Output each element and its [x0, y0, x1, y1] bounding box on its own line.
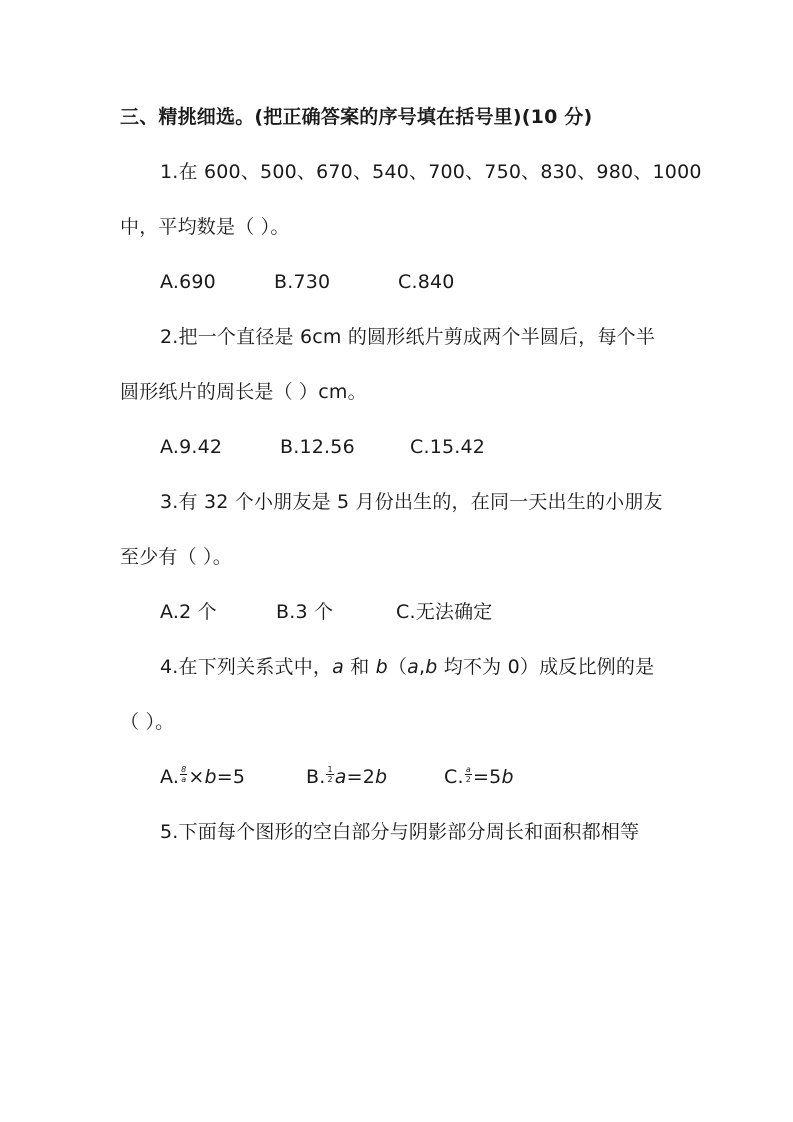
question-4-var-b: b [375, 656, 388, 678]
question-2-option-c: C.15.42 [410, 436, 486, 458]
question-4-var-a: a [332, 656, 344, 678]
question-4-option-a [160, 764, 245, 790]
question-5-line-1: 5.下面每个图形的空白部分与阴影部分周长和面积都相等 [160, 821, 640, 843]
question-4-var-a2: a [407, 656, 419, 678]
question-1-option-b: B.730 [274, 271, 331, 293]
question-3-line-2: 至少有（ ）。 [120, 546, 232, 568]
question-3-option-b: B.3 个 [276, 601, 334, 623]
option-a-prefix: A. [160, 766, 180, 788]
question-1-option-c: C.840 [398, 271, 455, 293]
option-c-numerator: a [465, 765, 471, 774]
question-3-option-c: C.无法确定 [396, 601, 493, 623]
question-2-option-b: B.12.56 [280, 436, 355, 458]
option-c-fraction [465, 765, 472, 784]
question-4-var-b2: b [425, 656, 438, 678]
question-4-paren-open: （ [387, 656, 408, 678]
question-2-line-2: 圆形纸片的周长是（ ）cm。 [120, 381, 367, 403]
option-b-numerator: 1 [327, 765, 333, 774]
question-4-line-2: （ ）。 [120, 711, 175, 733]
option-b-denominator: 2 [327, 775, 333, 784]
question-4-option-c [444, 764, 514, 790]
option-b-eq: =2 [346, 766, 376, 788]
option-b-var2: b [375, 766, 388, 788]
option-b-prefix: B. [306, 766, 326, 788]
section-heading: 三、精挑细选。(把正确答案的序号填在括号里)(10 分) [120, 106, 593, 128]
question-2-line-1: 2.把一个直径是 6cm 的圆形纸片剪成两个半圆后，每个半 [160, 326, 656, 348]
question-4-option-b [306, 764, 387, 790]
option-a-var: b [204, 766, 217, 788]
question-4-text-post: 均不为 0）成反比例的是 [437, 656, 655, 678]
question-2-option-a: A.9.42 [160, 436, 223, 458]
option-b-var: a [334, 766, 347, 788]
question-1-line-2: 中，平均数是（ ）。 [120, 216, 290, 238]
option-c-eq: =5 [473, 766, 502, 788]
question-4-comma: , [418, 656, 426, 678]
question-3-line-1: 3.有 32 个小朋友是 5 月份出生的，在同一天出生的小朋友 [160, 491, 663, 513]
option-a-fraction [180, 765, 187, 784]
question-1-option-a: A.690 [160, 271, 216, 293]
option-c-var: b [501, 766, 514, 788]
option-c-prefix: C. [444, 766, 464, 788]
question-3-option-a: A.2 个 [160, 601, 217, 623]
question-1-line-1: 1.在 600、500、670、540、700、750、830、980、1000 [160, 161, 702, 183]
option-b-fraction [326, 765, 333, 784]
question-4-text-mid: 和 [343, 656, 376, 678]
question-4-text-pre: 4.在下列关系式中， [160, 656, 333, 678]
option-c-denominator: 2 [465, 775, 472, 784]
option-a-denominator: a [181, 775, 187, 784]
question-4-line-1 [160, 654, 654, 680]
option-a-numerator: 8 [181, 765, 187, 774]
option-a-times: × [188, 766, 205, 788]
option-a-eq: =5 [216, 766, 246, 788]
